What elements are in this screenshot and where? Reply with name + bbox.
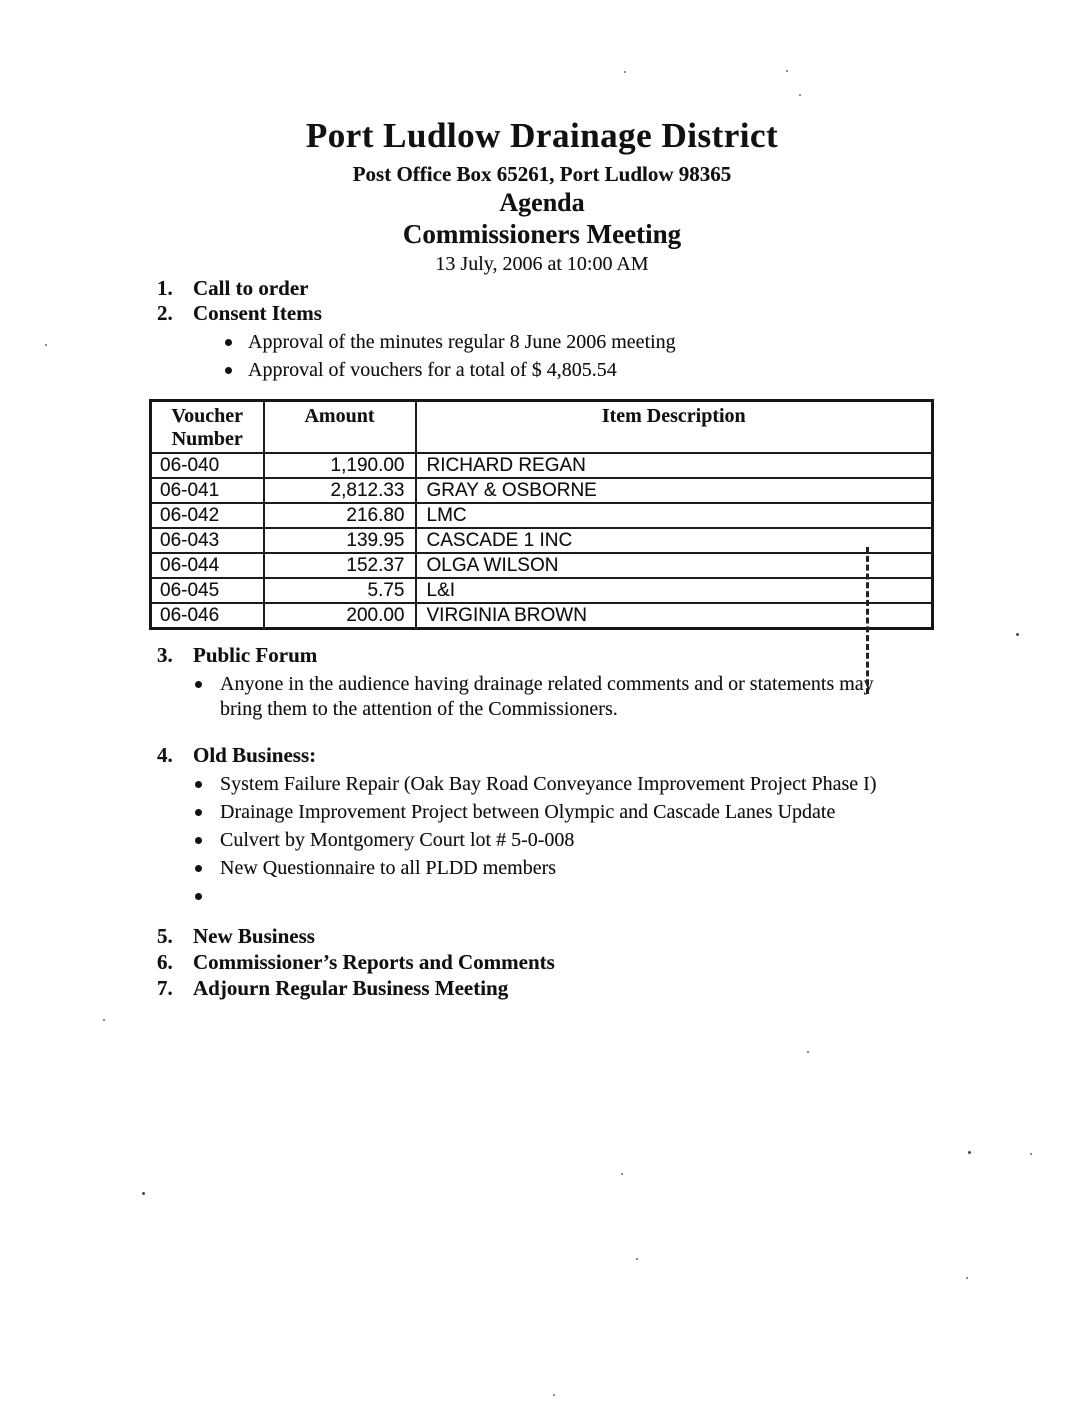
bullet-icon [225, 339, 232, 346]
scan-speckle [624, 71, 626, 73]
agenda-item-2 [150, 301, 955, 326]
scan-speckle [968, 1151, 971, 1154]
scan-speckle [142, 1192, 145, 1195]
voucher-number-cell: 06-042 [151, 503, 264, 528]
bullet-icon [225, 367, 232, 374]
agenda-item-4 [150, 743, 955, 768]
scan-speckle [786, 70, 788, 72]
agenda-item-5-title: New Business [193, 924, 315, 948]
agenda-item-6 [150, 949, 955, 975]
agenda-item-3-number: 3. [157, 643, 173, 667]
description-cell: OLGA WILSON [416, 553, 933, 578]
scan-artifact-vertical-line [866, 547, 869, 694]
amount-header: Amount [264, 401, 416, 454]
scan-speckle [799, 94, 801, 96]
amount-cell: 216.80 [264, 503, 416, 528]
table-row [151, 503, 933, 528]
table-row [151, 528, 933, 553]
consent-bullet-minutes: Approval of the minutes regular 8 June 2006 meeting [225, 330, 955, 355]
bullet-icon [195, 893, 202, 900]
agenda-item-1-number: 1. [157, 276, 173, 300]
old-business-bullet-empty [195, 884, 955, 904]
old-business-bullet-culvert: Culvert by Montgomery Court lot # 5-0-008 [195, 828, 955, 853]
amount-cell: 139.95 [264, 528, 416, 553]
agenda-item-1 [150, 276, 955, 301]
agenda-item-4-title: Old Business: [193, 743, 317, 767]
voucher-number-cell: 06-043 [151, 528, 264, 553]
agenda-item-6-title: Commissioner’s Reports and Comments [193, 950, 555, 974]
item-description-header: Item Description [416, 401, 933, 454]
po-box-address: Post Office Box 65261, Port Ludlow 98365 [352, 162, 732, 186]
description-cell: GRAY & OSBORNE [416, 478, 933, 503]
description-cell: CASCADE 1 INC [416, 528, 933, 553]
meeting-title: Commissioners Meeting [402, 219, 682, 249]
section-call-to-order-consent [150, 276, 955, 383]
agenda-item-5 [150, 923, 955, 949]
table-row [151, 478, 933, 503]
agenda-item-2-title: Consent Items [193, 301, 322, 325]
voucher-table-header-row [151, 401, 933, 454]
agenda-item-2-number: 2. [157, 301, 173, 325]
table-row [151, 603, 933, 629]
table-row [151, 578, 933, 603]
agenda-item-3-title: Public Forum [193, 643, 318, 667]
meeting-datetime: 13 July, 2006 at 10:00 AM [435, 253, 649, 275]
page-title: Port Ludlow Drainage District [305, 116, 779, 155]
voucher-number-cell: 06-046 [151, 603, 264, 629]
scan-speckle [1030, 1153, 1032, 1155]
bullet-icon [195, 781, 202, 788]
bullet-icon [195, 809, 202, 816]
scan-speckle [45, 344, 47, 346]
agenda-item-4-number: 4. [157, 743, 173, 767]
agenda-item-7 [150, 975, 955, 1001]
amount-cell: 2,812.33 [264, 478, 416, 503]
table-row [151, 553, 933, 578]
old-business-bullet-drainage-project: Drainage Improvement Project between Olympic and Cascade Lanes Update [195, 800, 955, 825]
document-header [0, 116, 1084, 276]
bullet-icon [195, 837, 202, 844]
description-cell: L&I [416, 578, 933, 603]
agenda-item-7-title: Adjourn Regular Business Meeting [193, 976, 509, 1000]
description-cell: VIRGINIA BROWN [416, 603, 933, 629]
section-public-forum [150, 643, 955, 722]
bullet-icon [195, 865, 202, 872]
agenda-item-3 [150, 643, 955, 668]
bullet-icon [195, 681, 202, 688]
voucher-number-header: Voucher Number [151, 401, 264, 454]
amount-cell: 200.00 [264, 603, 416, 629]
amount-cell: 5.75 [264, 578, 416, 603]
scan-speckle [966, 1277, 968, 1279]
amount-cell: 1,190.00 [264, 453, 416, 478]
voucher-number-cell: 06-040 [151, 453, 264, 478]
old-business-bullet-system-failure: System Failure Repair (Oak Bay Road Conveyance Improvement Project Phase I) [195, 772, 955, 797]
scan-speckle [103, 1019, 105, 1021]
voucher-number-cell: 06-045 [151, 578, 264, 603]
voucher-number-cell: 06-044 [151, 553, 264, 578]
agenda-item-6-number: 6. [157, 950, 173, 974]
table-row [151, 453, 933, 478]
scan-speckle [807, 1051, 809, 1053]
old-business-bullet-questionnaire: New Questionnaire to all PLDD members [195, 856, 955, 881]
scan-speckle [621, 1173, 623, 1175]
description-cell: LMC [416, 503, 933, 528]
scan-speckle [636, 1258, 638, 1260]
agenda-item-5-number: 5. [157, 924, 173, 948]
amount-cell: 152.37 [264, 553, 416, 578]
consent-bullet-vouchers: Approval of vouchers for a total of $ 4,805.54 [225, 358, 955, 383]
section-closing-items [150, 923, 955, 1001]
scan-speckle [1016, 633, 1019, 636]
agenda-item-1-title: Call to order [193, 276, 309, 300]
description-cell: RICHARD REGAN [416, 453, 933, 478]
public-forum-bullet: Anyone in the audience having drainage related comments and or statements may bring them to the attention of the Commissioners. [195, 672, 955, 722]
agenda-label: Agenda [499, 188, 585, 217]
agenda-item-7-number: 7. [157, 976, 173, 1000]
voucher-number-cell: 06-041 [151, 478, 264, 503]
scan-speckle [553, 1394, 555, 1396]
voucher-table [149, 399, 934, 630]
section-old-business [150, 743, 955, 904]
